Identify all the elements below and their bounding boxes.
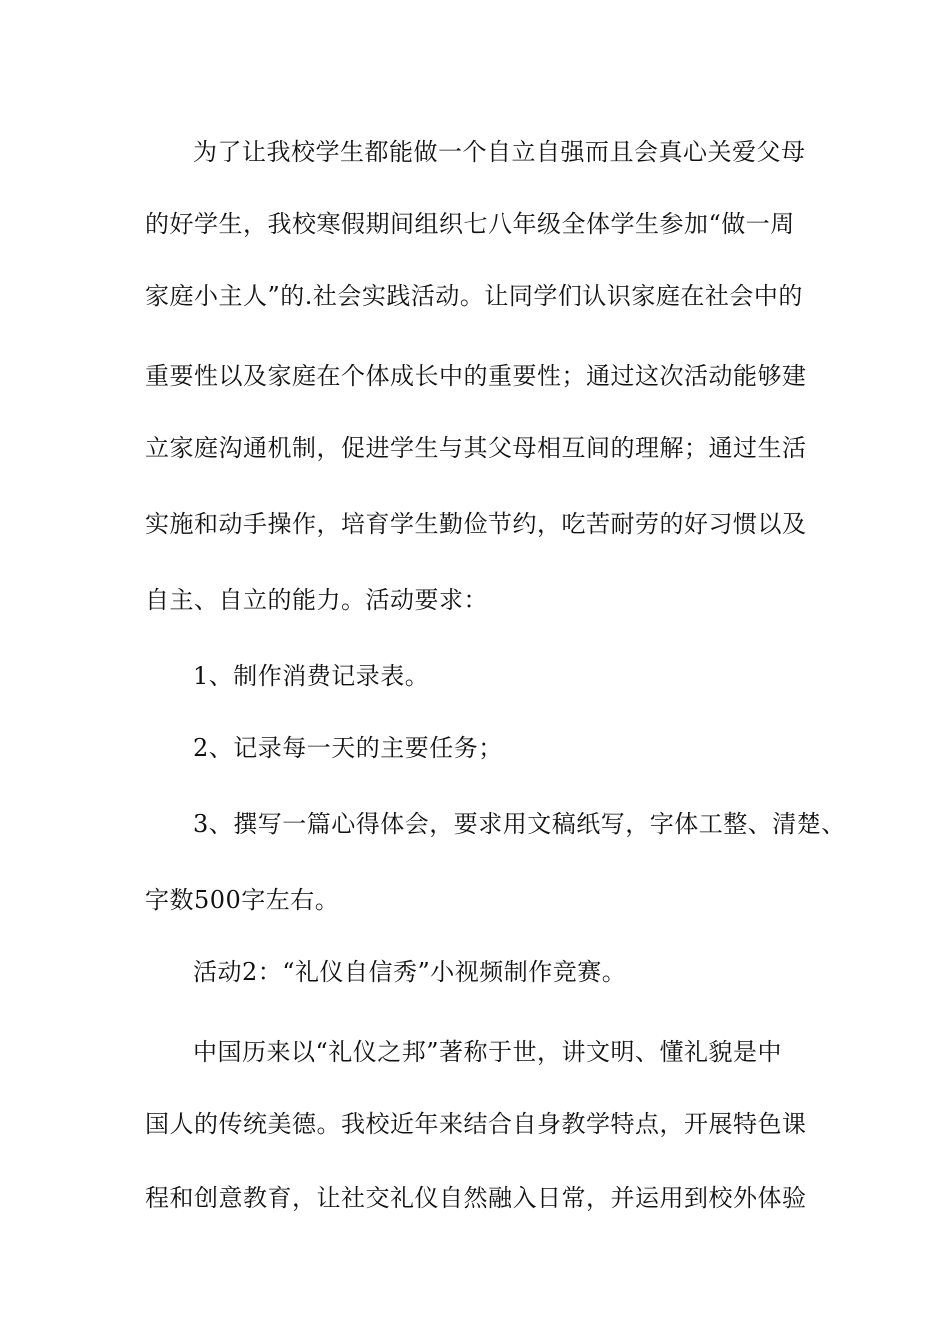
list-item: 2、记录每一天的主要任务； <box>193 734 503 762</box>
paragraph-line: 实施和动手操作，培育学生勤俭节约，吃苦耐劳的好习惯以及 <box>145 510 807 538</box>
paragraph-line: 家庭小主人”的.社会实践活动。让同学们认识家庭在社会中的 <box>145 282 803 310</box>
paragraph-line: 立家庭沟通机制，促进学生与其父母相互间的理解；通过生活 <box>145 434 807 462</box>
paragraph-line: 的好学生，我校寒假期间组织七八年级全体学生参加“做一周 <box>145 210 795 238</box>
list-item-continuation: 字数500字左右。 <box>145 886 340 914</box>
paragraph-line: 国人的传统美德。我校近年来结合自身教学特点，开展特色课 <box>145 1110 807 1138</box>
paragraph-line: 为了让我校学生都能做一个自立自强而且会真心关爱父母 <box>193 138 806 166</box>
paragraph-line: 程和创意教育，让社交礼仪自然融入日常，并运用到校外体验 <box>145 1184 807 1212</box>
paragraph-line: 自主、自立的能力。活动要求： <box>145 586 488 614</box>
paragraph-line: 重要性以及家庭在个体成长中的重要性；通过这次活动能够建 <box>145 362 807 390</box>
list-item: 1、制作消费记录表。 <box>193 662 430 690</box>
section-heading: 活动2：“礼仪自信秀”小视频制作竞赛。 <box>193 958 627 986</box>
paragraph-line: 中国历来以“礼仪之邦”著称于世，讲文明、懂礼貌是中 <box>193 1038 783 1066</box>
list-item: 3、撰写一篇心得体会，要求用文稿纸写，字体工整、清楚、 <box>193 810 846 838</box>
